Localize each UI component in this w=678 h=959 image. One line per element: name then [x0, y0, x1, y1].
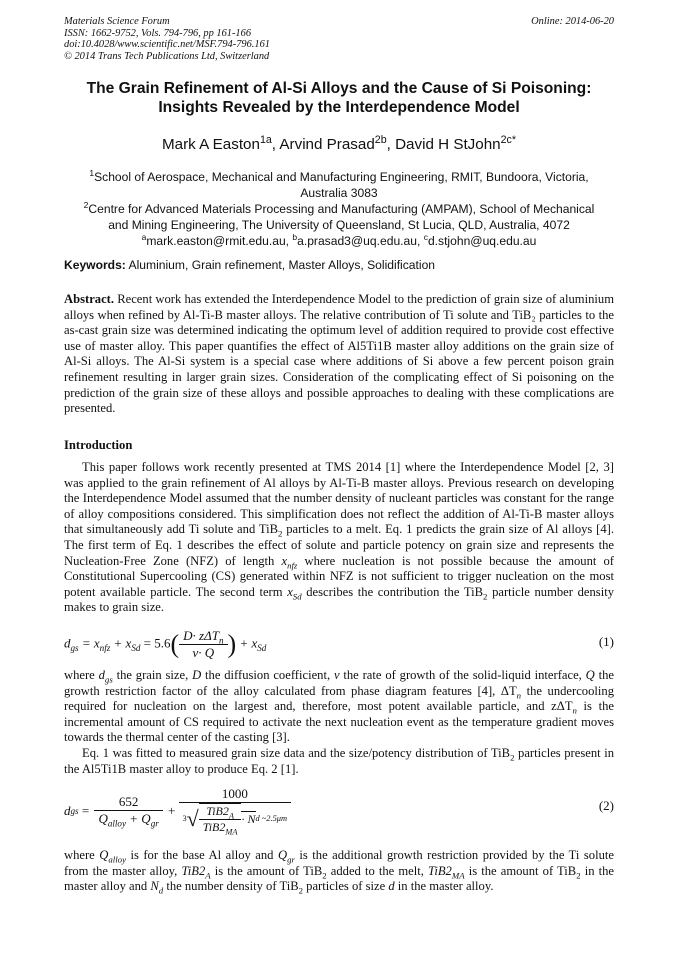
- author-3-affil: 2c*: [500, 133, 516, 146]
- abstract: [64, 292, 614, 417]
- equation-2: [64, 782, 614, 842]
- abstract-text: Recent work has extended the Interdependence Model to the prediction of grain size of aluminium alloys when refined by Al-Ti-B master alloys. The relative contribution of Ti solute and TiB₂ particles to the as-cast grain size was determined indicating the optimum level of addition required to provide cost effective use of master alloy. This paper quantifies the effect of Al5Ti1B master alloy additions on the grain size of Al-Si alloys. The Al-Si system is a special case where additions of Si above a few percent poison grain refinement resulting in larger grain sizes. Consideration of the complicating effect of Si poisoning on the prediction of the grain size of these alloys and possible approaches to dealing with these complications are presented.: [64, 292, 614, 416]
- section-heading-introduction: Introduction: [64, 438, 133, 452]
- email-marker: a: [141, 231, 147, 242]
- author-separator: ,: [386, 136, 396, 153]
- email-a: mark.easton@rmit.edu.au,: [146, 234, 293, 248]
- affiliation-1-marker: 1: [89, 167, 95, 178]
- equation-1-body: $d_{gs} = x_{nfz} + x_{Sd} = 5.6$( $\frac{D\cdot z\Delta T_n}{v\cdot Q}$ ) + $x_{Sd}$: [64, 628, 267, 660]
- intro-paragraph-4: where $Q_{alloy}$ is for the base Al alloy and $Q_{gr}$ is the additional growth restriction provided by the Ti solute from the master alloy, $TiB2_A$ is the amount of TiB$_2$ added to the melt, $TiB2_{MA}$ is the amount of TiB$_2$ in the master alloy and $N_d$ the number density of TiB$_2$ particles of size d in the master alloy.: [64, 848, 615, 896]
- equation-1-number: (1): [598, 634, 614, 649]
- journal-name: Materials Science Forum: [64, 16, 170, 27]
- intro-paragraph-3: Eq. 1 was fitted to measured grain size data and the size/potency distribution of TiB$_2$ particles present in the Al5Ti1B master alloy to produce Eq. 2 [1].: [64, 746, 614, 776]
- keywords-label: Keywords:: [64, 258, 126, 272]
- author-3: David H StJohn: [395, 136, 501, 153]
- paper-title: [64, 79, 614, 117]
- email-b: a.prasad3@uq.edu.au,: [297, 234, 424, 248]
- copyright-line: © 2014 Trans Tech Publications Ltd, Switzerland: [64, 50, 270, 62]
- title-line-2: Insights Revealed by the Interdependence Model: [158, 99, 520, 116]
- email-marker: b: [292, 231, 298, 242]
- doi-line: doi:10.4028/www.scientific.net/MSF.794-796.161: [64, 39, 270, 50]
- email-marker: c: [423, 231, 428, 242]
- keywords-text: Aluminium, Grain refinement, Master Alloys, Solidification: [125, 258, 436, 272]
- title-line-1: The Grain Refinement of Al-Si Alloys and the Cause of Si Poisoning:: [86, 80, 592, 97]
- equation-1: [64, 622, 614, 666]
- author-2-affil: 2b: [374, 133, 387, 146]
- affiliation-1-line-2: Australia 3083: [300, 186, 378, 200]
- author-separator: ,: [271, 136, 280, 153]
- online-date: Online: 2014-06-20: [531, 16, 614, 27]
- keywords: [64, 258, 435, 272]
- affiliation-2-line-2: and Mining Engineering, The University of Queensland, St Lucia, QLD, Australia, 4072: [108, 218, 570, 232]
- email-c: d.stjohn@uq.edu.au: [427, 234, 537, 248]
- author-2: Arvind Prasad: [279, 136, 375, 153]
- author-1: Mark A Easton: [162, 136, 260, 153]
- intro-paragraph-1: This paper follows work recently presented at TMS 2014 [1] where the Interdependence Model [2, 3] was applied to the grain refinement of Al alloys by Al-Ti-B master alloys. Previous research on developing the Interdependence Model assumed that the number density of nucleant particles was constant for the range of alloy compositions considered. This simplification does not reflect the addition of Al-Ti-B master alloys that simultaneously add Ti solute and TiB$_2$ particles to a melt. Eq. 1 predicts the grain size of Al alloys [4]. The first term of Eq. 1 describes the effect of solute and particle potency on grain size and represents the Nucleation-Free Zone (NFZ) of length $x_{nfz}$ where nucleation is not possible because the amount of Constitutional Supercooling (CS) generated within NFZ is not sufficient to trigger nucleation on the most potent available particle. The second term $x_{Sd}$ describes the contribution the TiB$_2$ particle number density makes to grain size.: [64, 460, 614, 615]
- journal-header: [64, 16, 270, 62]
- equation-2-number: (2): [598, 798, 614, 813]
- intro-paragraph-2: where $d_{gs}$ the grain size, D the diffusion coefficient, v the rate of growth of the solid-liquid interface, Q the growth restriction factor of the alloy calculated from phase diagram features [4], $\Delta T_n$ the undercooling required for nucleation on the largest and, therefore, most potent available particle, and zΔT$_n$ is the incremental amount of CS required to activate the next nucleation event as the temperature gradient moves towards the thermal center of the casting [3].: [64, 668, 614, 745]
- affiliation-2-marker: 2: [83, 199, 89, 210]
- affiliation-1: [64, 169, 614, 201]
- affiliation-1-line-1: School of Aerospace, Mechanical and Manufacturing Engineering, RMIT, Bundoora, Victoria,: [94, 170, 589, 184]
- affiliation-2-line-1: Centre for Advanced Materials Processing and Manufacturing (AMPAM), School of Mechanical: [88, 202, 595, 216]
- equation-2-body: d gs = $\frac{652}{Q_{alloy} + Q_{gr}}$ + 1000 3 √ $\frac{TiB2_A}{TiB2_{MA}}$ · N d ~2.5μm: [64, 786, 291, 835]
- affiliation-2: [64, 201, 614, 249]
- email-list: [64, 233, 614, 249]
- author-list: [64, 133, 614, 153]
- author-1-affil: 1a: [259, 133, 272, 146]
- abstract-label: Abstract.: [64, 292, 115, 306]
- issn-line: ISSN: 1662-9752, Vols. 794-796, pp 161-166: [64, 27, 252, 39]
